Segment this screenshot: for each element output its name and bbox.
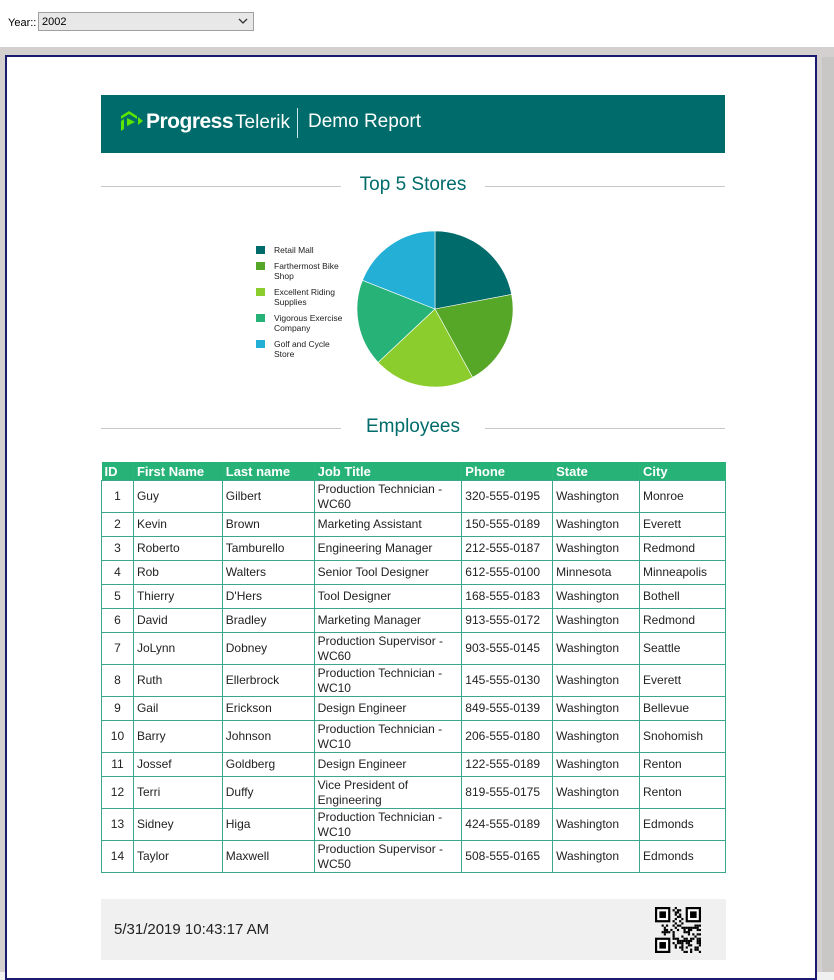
table-cell: 13 — [102, 809, 134, 841]
stores-heading — [101, 172, 725, 202]
column-header: ID — [102, 462, 134, 481]
table-cell: Washington — [553, 537, 640, 561]
table-cell: Roberto — [133, 537, 222, 561]
table-row — [102, 809, 726, 841]
table-cell: Thierry — [133, 585, 222, 609]
table-cell: Gilbert — [222, 481, 314, 513]
table-row — [102, 665, 726, 697]
table-cell: Production Supervisor - WC60 — [314, 633, 462, 665]
table-cell: Minneapolis — [640, 561, 726, 585]
table-cell: 1 — [102, 481, 134, 513]
stores-pie-chart — [353, 227, 517, 391]
table-cell: 913-555-0172 — [462, 609, 553, 633]
table-cell: 7 — [102, 633, 134, 665]
table-cell: Dobney — [222, 633, 314, 665]
brand-primary: Progress — [146, 110, 234, 133]
table-cell: Ellerbrock — [222, 665, 314, 697]
table-cell: Johnson — [222, 721, 314, 753]
chevron-down-icon — [237, 15, 249, 27]
brand-secondary: Telerik — [235, 112, 290, 133]
table-cell: Washington — [553, 609, 640, 633]
table-cell: Higa — [222, 809, 314, 841]
table-cell: Edmonds — [640, 809, 726, 841]
table-row — [102, 633, 726, 665]
report-title: Demo Report — [308, 111, 421, 132]
table-cell: Duffy — [222, 777, 314, 809]
vertical-scrollbar[interactable] — [822, 57, 834, 972]
legend-item — [256, 261, 352, 281]
table-cell: 849-555-0139 — [462, 697, 553, 721]
table-cell: 4 — [102, 561, 134, 585]
table-cell: 5 — [102, 585, 134, 609]
year-select[interactable] — [38, 12, 254, 31]
table-cell: Bradley — [222, 609, 314, 633]
table-cell: Seattle — [640, 633, 726, 665]
table-cell: Gail — [133, 697, 222, 721]
table-cell: Washington — [553, 697, 640, 721]
table-row — [102, 721, 726, 753]
table-cell: Sidney — [133, 809, 222, 841]
table-cell: Guy — [133, 481, 222, 513]
table-row — [102, 609, 726, 633]
table-cell: Snohomish — [640, 721, 726, 753]
table-cell: Renton — [640, 777, 726, 809]
table-cell: Marketing Assistant — [314, 513, 462, 537]
table-cell: 11 — [102, 753, 134, 777]
chart-legend — [256, 245, 352, 365]
table-cell: Washington — [553, 841, 640, 873]
table-cell: Walters — [222, 561, 314, 585]
table-cell: 8 — [102, 665, 134, 697]
legend-swatch — [256, 314, 265, 322]
banner-divider — [297, 108, 298, 138]
legend-item — [256, 245, 352, 255]
table-header-row — [102, 462, 726, 481]
table-cell: Production Technician - WC10 — [314, 721, 462, 753]
table-cell: Washington — [553, 777, 640, 809]
table-row — [102, 753, 726, 777]
legend-item — [256, 287, 352, 307]
table-cell: Everett — [640, 665, 726, 697]
table-cell: Bellevue — [640, 697, 726, 721]
table-cell: Senior Tool Designer — [314, 561, 462, 585]
table-row — [102, 585, 726, 609]
table-cell: 6 — [102, 609, 134, 633]
table-cell: Engineering Manager — [314, 537, 462, 561]
table-cell: Bothell — [640, 585, 726, 609]
legend-label: Farthermost Bike Shop — [274, 261, 339, 281]
table-cell: Marketing Manager — [314, 609, 462, 633]
table-cell: 508-555-0165 — [462, 841, 553, 873]
table-cell: 14 — [102, 841, 134, 873]
employees-heading — [101, 414, 725, 444]
table-cell: 320-555-0195 — [462, 481, 553, 513]
table-cell: Jossef — [133, 753, 222, 777]
report-page — [5, 55, 817, 980]
brand-name — [146, 110, 290, 134]
legend-label: Excellent Riding Supplies — [274, 287, 335, 307]
table-cell: Kevin — [133, 513, 222, 537]
stores-heading-text: Top 5 Stores — [359, 174, 467, 195]
table-cell: Tool Designer — [314, 585, 462, 609]
legend-item — [256, 313, 352, 333]
table-cell: Ruth — [133, 665, 222, 697]
table-cell: 2 — [102, 513, 134, 537]
table-cell: David — [133, 609, 222, 633]
table-cell: Edmonds — [640, 841, 726, 873]
employees-heading-text: Employees — [366, 416, 460, 437]
table-cell: 145-555-0130 — [462, 665, 553, 697]
parameter-bar — [0, 0, 834, 47]
qr-code-icon — [655, 907, 701, 953]
table-cell: Renton — [640, 753, 726, 777]
table-cell: Everett — [640, 513, 726, 537]
legend-swatch — [256, 246, 265, 254]
table-cell: Design Engineer — [314, 697, 462, 721]
table-cell: 819-555-0175 — [462, 777, 553, 809]
table-cell: Washington — [553, 665, 640, 697]
table-cell: Washington — [553, 585, 640, 609]
table-cell: Redmond — [640, 609, 726, 633]
table-cell: 206-555-0180 — [462, 721, 553, 753]
table-cell: Barry — [133, 721, 222, 753]
table-row — [102, 777, 726, 809]
table-cell: 10 — [102, 721, 134, 753]
table-row — [102, 537, 726, 561]
table-cell: Washington — [553, 721, 640, 753]
table-row — [102, 697, 726, 721]
table-cell: Minnesota — [553, 561, 640, 585]
table-cell: 424-555-0189 — [462, 809, 553, 841]
table-cell: Brown — [222, 513, 314, 537]
employees-table — [101, 462, 726, 873]
table-cell: Erickson — [222, 697, 314, 721]
year-label: Year:: — [8, 17, 37, 29]
legend-label: Retail Mall — [274, 245, 314, 255]
column-header: First Name — [133, 462, 222, 481]
table-cell: Design Engineer — [314, 753, 462, 777]
table-cell: JoLynn — [133, 633, 222, 665]
legend-swatch — [256, 288, 265, 296]
table-row — [102, 561, 726, 585]
table-cell: Washington — [553, 809, 640, 841]
table-cell: Terri — [133, 777, 222, 809]
table-cell: Monroe — [640, 481, 726, 513]
table-row — [102, 481, 726, 513]
table-cell: Vice President of Engineering — [314, 777, 462, 809]
progress-logo-icon — [119, 109, 145, 133]
legend-swatch — [256, 340, 265, 348]
legend-label: Vigorous Exercise Company — [274, 313, 343, 333]
year-select-value: 2002 — [42, 16, 67, 28]
print-timestamp: 5/31/2019 10:43:17 AM — [114, 921, 270, 938]
table-cell: Tamburello — [222, 537, 314, 561]
table-cell: Washington — [553, 513, 640, 537]
column-header: Phone — [462, 462, 553, 481]
table-cell: 168-555-0183 — [462, 585, 553, 609]
table-cell: 903-555-0145 — [462, 633, 553, 665]
table-cell: Maxwell — [222, 841, 314, 873]
table-cell: 150-555-0189 — [462, 513, 553, 537]
table-cell: 612-555-0100 — [462, 561, 553, 585]
table-cell: Washington — [553, 481, 640, 513]
table-cell: Production Technician - WC10 — [314, 809, 462, 841]
column-header: Last name — [222, 462, 314, 481]
table-cell: 9 — [102, 697, 134, 721]
table-cell: Washington — [553, 753, 640, 777]
table-cell: 3 — [102, 537, 134, 561]
table-cell: Redmond — [640, 537, 726, 561]
report-viewer — [0, 47, 834, 972]
table-row — [102, 841, 726, 873]
table-cell: Goldberg — [222, 753, 314, 777]
table-cell: Production Technician - WC10 — [314, 665, 462, 697]
column-header: City — [640, 462, 726, 481]
column-header: Job Title — [314, 462, 462, 481]
table-cell: D'Hers — [222, 585, 314, 609]
legend-label: Golf and Cycle Store — [274, 339, 330, 359]
table-cell: Taylor — [133, 841, 222, 873]
table-cell: 122-555-0189 — [462, 753, 553, 777]
table-cell: Production Technician - WC60 — [314, 481, 462, 513]
table-cell: Rob — [133, 561, 222, 585]
report-banner — [101, 95, 725, 153]
legend-item — [256, 339, 352, 359]
table-row — [102, 513, 726, 537]
table-cell: Washington — [553, 633, 640, 665]
table-cell: 212-555-0187 — [462, 537, 553, 561]
table-cell: 12 — [102, 777, 134, 809]
table-cell: Production Supervisor - WC50 — [314, 841, 462, 873]
report-footer — [101, 899, 726, 960]
legend-swatch — [256, 262, 265, 270]
column-header: State — [553, 462, 640, 481]
